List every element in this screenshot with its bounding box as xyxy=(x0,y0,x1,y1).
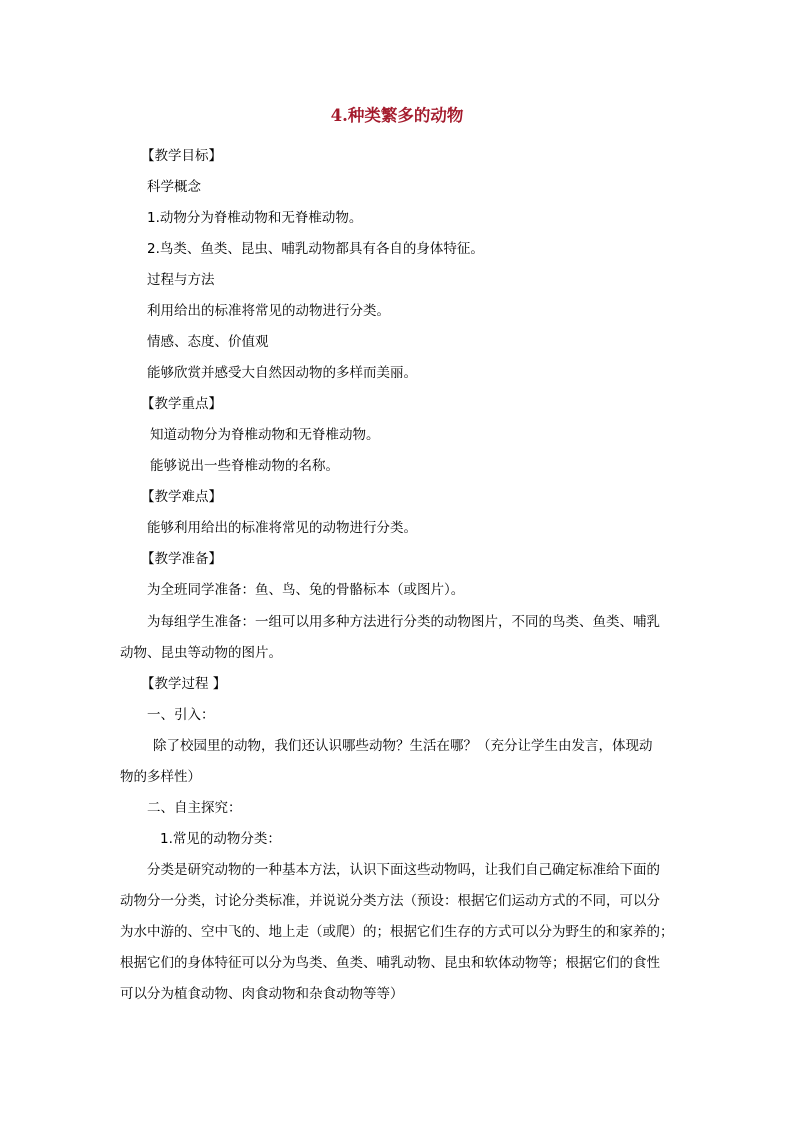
paragraph-line: 除了校园里的动物，我们还认识哪些动物？生活在哪？（充分让学生由发言，体现动 xyxy=(153,738,653,754)
heading-teaching-goals: 【教学目标】 xyxy=(141,148,222,164)
paragraph-line: 可以分为植食动物、肉食动物和杂食动物等等） xyxy=(120,986,404,1002)
list-item: 1.动物分为脊椎动物和无脊椎动物。 xyxy=(147,210,363,226)
document-title: 4.种类繁多的动物 xyxy=(330,106,464,125)
heading-teaching-difficulty: 【教学难点】 xyxy=(141,489,222,505)
paragraph-line: 能够欣赏并感受大自然因动物的多样而美丽。 xyxy=(147,365,417,381)
subheading-science-concept: 科学概念 xyxy=(147,179,201,195)
paragraph-line: 知道动物分为脊椎动物和无脊椎动物。 xyxy=(150,427,380,443)
section-heading-self-exploration: 二、自主探究： xyxy=(147,800,242,816)
paragraph-line: 为全班同学准备：鱼、鸟、兔的骨骼标本（或图片）。 xyxy=(147,582,465,598)
paragraph-line: 为每组学生准备：一组可以用多种方法进行分类的动物图片，不同的鸟类、鱼类、哺乳 xyxy=(147,614,660,630)
subheading-process-method: 过程与方法 xyxy=(147,272,215,288)
paragraph-line: 利用给出的标准将常见的动物进行分类。 xyxy=(147,303,390,319)
heading-teaching-focus: 【教学重点】 xyxy=(141,396,222,412)
paragraph-line: 根据它们的身体特征可以分为鸟类、鱼类、哺乳动物、昆虫和软体动物等；根据它们的食性 xyxy=(120,955,660,971)
paragraph-line: 动物分一分类，讨论分类标准，并说说分类方法（预设：根据它们运动方式的不同，可以分 xyxy=(120,893,660,909)
list-item: 2.鸟类、鱼类、昆虫、哺乳动物都具有各自的身体特征。 xyxy=(147,241,484,257)
paragraph-line: 能够利用给出的标准将常见的动物进行分类。 xyxy=(147,520,417,536)
subheading-emotion-attitude: 情感、态度、价值观 xyxy=(147,334,269,350)
paragraph-line: 分类是研究动物的一种基本方法，认识下面这些动物吗，让我们自己确定标准给下面的 xyxy=(147,862,660,878)
section-heading-introduction: 一、引入： xyxy=(147,707,215,723)
paragraph-line: 为水中游的、空中飞的、地上走（或爬）的；根据它们生存的方式可以分为野生的和家养的； xyxy=(120,924,674,940)
paragraph-line: 能够说出一些脊椎动物的名称。 xyxy=(150,458,339,474)
paragraph-line: 动物、昆虫等动物的图片。 xyxy=(120,645,282,661)
subsection-heading: 1.常见的动物分类： xyxy=(160,831,281,847)
heading-teaching-preparation: 【教学准备】 xyxy=(141,551,222,567)
heading-teaching-process: 【教学过程 】 xyxy=(141,676,227,692)
paragraph-line: 物的多样性） xyxy=(120,769,201,785)
